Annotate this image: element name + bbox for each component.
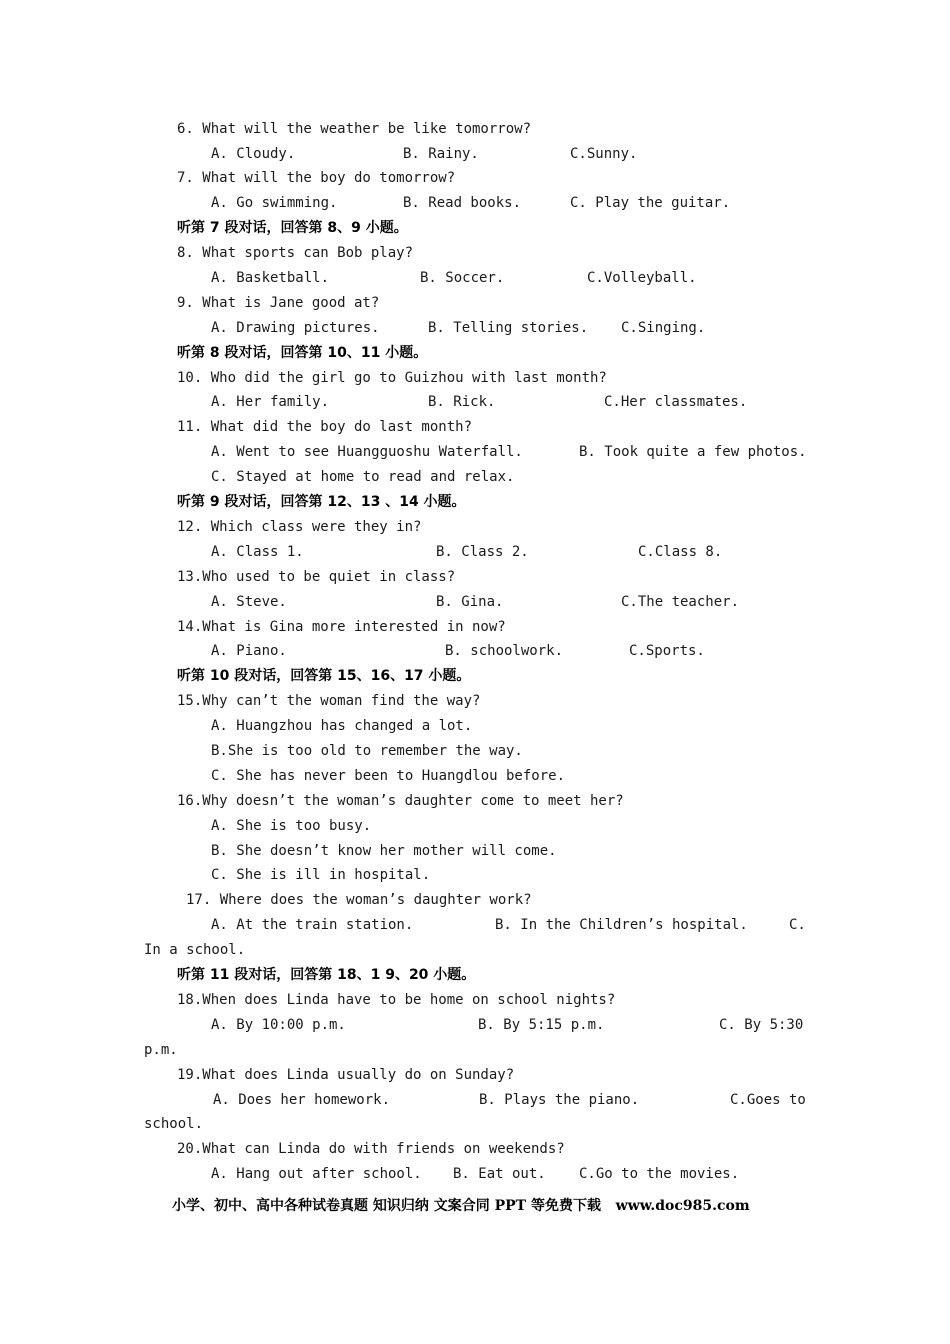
q8-option-c: C.Volleyball. — [587, 270, 697, 286]
question-9: 9. What is Jane good at? — [177, 295, 380, 311]
q11-option-c: C. Stayed at home to read and relax. — [211, 469, 515, 485]
q9-option-b: B. Telling stories. — [428, 320, 589, 336]
q10-option-b: B. Rick. — [428, 394, 496, 410]
q20-option-a: A. Hang out after school. — [211, 1166, 422, 1182]
q14-option-c: C.Sports. — [629, 643, 705, 659]
q11-option-b: B. Took quite a few photos. — [579, 444, 807, 460]
section-heading-7: 听第 7 段对话，回答第 8、9 小题。 — [177, 220, 408, 236]
q18-option-b: B. By 5:15 p.m. — [478, 1017, 605, 1033]
q16-option-a: A. She is too busy. — [211, 818, 372, 834]
q7-option-c: C. Play the guitar. — [570, 195, 731, 211]
section-heading-11: 听第 11 段对话，回答第 18、1 9、20 小题。 — [177, 967, 476, 983]
q20-option-b: B. Eat out. — [453, 1166, 546, 1182]
q16-option-b: B. She doesn’t know her mother will come. — [211, 843, 557, 859]
q10-option-a: A. Her family. — [211, 394, 330, 410]
q19-option-c-continued: school. — [144, 1116, 204, 1132]
q13-option-a: A. Steve. — [211, 594, 287, 610]
question-12: 12. Which class were they in? — [177, 519, 422, 535]
q19-option-a: A. Does her homework. — [213, 1092, 391, 1108]
question-11: 11. What did the boy do last month? — [177, 419, 473, 435]
q15-option-a: A. Huangzhou has changed a lot. — [211, 718, 473, 734]
question-14: 14.What is Gina more interested in now? — [177, 619, 506, 635]
q14-option-a: A. Piano. — [211, 643, 287, 659]
q12-option-b: B. Class 2. — [436, 544, 529, 560]
question-10: 10. Who did the girl go to Guizhou with last month? — [177, 370, 607, 386]
question-20: 20.What can Linda do with friends on weekends? — [177, 1141, 565, 1157]
q12-option-c: C.Class 8. — [638, 544, 723, 560]
question-6: 6. What will the weather be like tomorrow? — [177, 121, 532, 137]
question-13: 13.Who used to be quiet in class? — [177, 569, 456, 585]
q16-option-c: C. She is ill in hospital. — [211, 867, 431, 883]
q15-option-b: B.She is too old to remember the way. — [211, 743, 523, 759]
question-15: 15.Why can’t the woman find the way? — [177, 693, 481, 709]
q15-option-c: C. She has never been to Huangdlou before. — [211, 768, 566, 784]
footer-banner: 小学、初中、高中各种试卷真题 知识归纳 文案合同 PPT 等免费下载 www.doc985.com — [172, 1198, 750, 1214]
q20-option-c: C.Go to the movies. — [579, 1166, 740, 1182]
q7-option-b: B. Read books. — [403, 195, 522, 211]
q6-option-c: C.Sunny. — [570, 146, 638, 162]
q7-option-a: A. Go swimming. — [211, 195, 338, 211]
section-heading-8: 听第 8 段对话，回答第 10、11 小题。 — [177, 345, 428, 361]
q14-option-b: B. schoolwork. — [445, 643, 564, 659]
section-heading-9: 听第 9 段对话，回答第 12、13 、14 小题。 — [177, 494, 466, 510]
question-18: 18.When does Linda have to be home on school nights? — [177, 992, 616, 1008]
q9-option-a: A. Drawing pictures. — [211, 320, 380, 336]
q12-option-a: A. Class 1. — [211, 544, 304, 560]
question-17: 17. Where does the woman’s daughter work? — [186, 892, 532, 908]
q17-option-c-label: C. — [789, 917, 806, 933]
q19-option-b: B. Plays the piano. — [479, 1092, 640, 1108]
q6-option-a: A. Cloudy. — [211, 146, 296, 162]
q13-option-b: B. Gina. — [436, 594, 504, 610]
question-7: 7. What will the boy do tomorrow? — [177, 170, 456, 186]
q18-option-c-continued: p.m. — [144, 1042, 178, 1058]
q6-option-b: B. Rainy. — [403, 146, 479, 162]
q10-option-c: C.Her classmates. — [604, 394, 748, 410]
q17-option-c-text: In a school. — [144, 942, 246, 958]
question-19: 19.What does Linda usually do on Sunday? — [177, 1067, 515, 1083]
q18-option-a: A. By 10:00 p.m. — [211, 1017, 346, 1033]
q17-option-a: A. At the train station. — [211, 917, 414, 933]
q8-option-a: A. Basketball. — [211, 270, 330, 286]
q17-option-b: B. In the Children’s hospital. — [495, 917, 748, 933]
section-heading-10: 听第 10 段对话，回答第 15、16、17 小题。 — [177, 668, 471, 684]
q13-option-c: C.The teacher. — [621, 594, 740, 610]
q11-option-a: A. Went to see Huangguoshu Waterfall. — [211, 444, 523, 460]
q18-option-c: C. By 5:30 — [719, 1017, 804, 1033]
question-8: 8. What sports can Bob play? — [177, 245, 414, 261]
q8-option-b: B. Soccer. — [420, 270, 505, 286]
q19-option-c: C.Goes to — [730, 1092, 806, 1108]
q9-option-c: C.Singing. — [621, 320, 706, 336]
question-16: 16.Why doesn’t the woman’s daughter come to meet her? — [177, 793, 624, 809]
